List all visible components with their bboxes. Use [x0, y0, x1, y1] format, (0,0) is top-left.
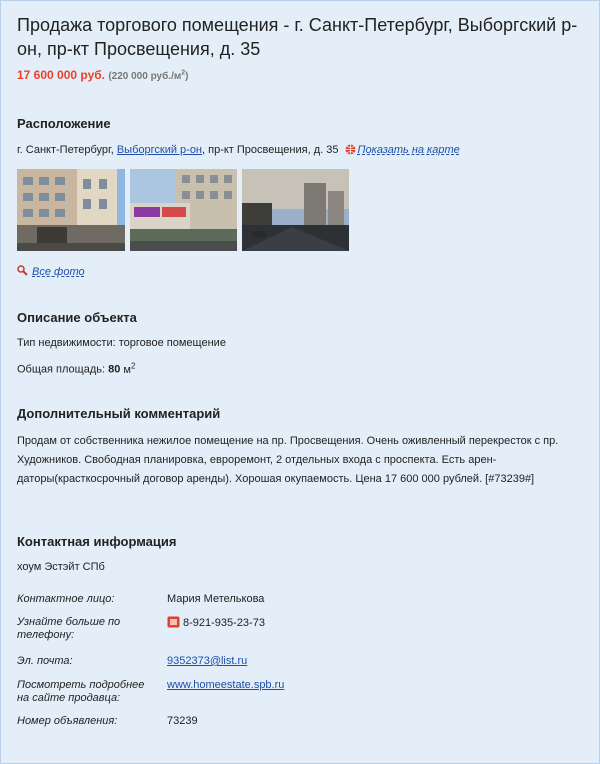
description-heading: Описание объекта: [17, 310, 137, 325]
property-type-row: [17, 334, 226, 353]
area-value: 80: [108, 363, 121, 376]
property-type-value: торговое помещение: [118, 337, 226, 349]
photo-thumbnail-2[interactable]: [130, 169, 237, 251]
address-line: [17, 144, 460, 156]
company-name: хоум Эстэйт СПб: [17, 561, 105, 573]
email-label: Эл. почта:: [17, 655, 73, 667]
seller-site-link[interactable]: www.homeestate.spb.ru: [167, 679, 285, 691]
magnifier-icon: [17, 265, 28, 276]
price-row: [17, 68, 189, 82]
seller-site-label: Посмотреть подробнее на сайте продавца:: [17, 679, 145, 704]
price: 17 600 000 руб.: [17, 68, 105, 82]
area-row: [17, 356, 135, 380]
phone-icon: [167, 616, 180, 628]
area-unit: $м^2$: [123, 361, 136, 376]
photo-thumbnail-3[interactable]: [242, 169, 349, 251]
contacts-heading: Контактная информация: [17, 534, 177, 549]
photo-thumbnail-1[interactable]: [17, 169, 125, 251]
address-street: , пр-кт Просвещения, д. 35: [202, 144, 339, 156]
all-photos-link[interactable]: [17, 265, 85, 278]
property-type-label: Тип недвижимости:: [17, 337, 116, 349]
contact-person-value: Мария Метелькова: [167, 593, 265, 605]
comment-heading: Дополнительный комментарий: [17, 406, 221, 421]
email-link-wrap[interactable]: [167, 655, 247, 668]
page-title: Продажа торгового помещения - г. Санкт-Петербург, Выборгский р-он, пр-кт Просвещения, д. 35: [17, 15, 578, 59]
all-photos-label[interactable]: Все фото: [32, 266, 85, 278]
address-city: г. Санкт-Петербург,: [17, 144, 114, 156]
show-on-map-link[interactable]: Показать на карте: [357, 144, 460, 156]
contact-person-label: Контактное лицо:: [17, 593, 115, 605]
location-heading: Расположение: [17, 116, 111, 131]
ad-number-value: 73239: [167, 715, 198, 727]
area-label: Общая площадь:: [17, 363, 106, 376]
phone-label: Узнайте больше по телефону:: [17, 616, 121, 641]
email-link[interactable]: 9352373@list.ru: [167, 655, 248, 667]
phone-row[interactable]: [167, 616, 265, 630]
comment-text: Продам от собственника нежилое помещение на пр. Просвещения. Очень оживленный перекресток с пр. Художников. Свободная планировка, евроремонт, 2 отдельных входа с проспекта. Есть арен-даторы(красткосрочный договор аренды). Хорошая окупаемость. Цена 17 600 000 рублей. [#73239#]: [17, 435, 559, 485]
ad-number-label: Номер объявления:: [17, 715, 118, 727]
seller-site-link-wrap[interactable]: [167, 679, 284, 692]
globe-icon: [345, 144, 356, 155]
price-per-m2: (220 000 $руб./м^2$): [108, 69, 189, 82]
phone-value: 8-921-935-23-73: [183, 617, 265, 629]
district-link[interactable]: Выборгский р-он: [116, 144, 203, 156]
